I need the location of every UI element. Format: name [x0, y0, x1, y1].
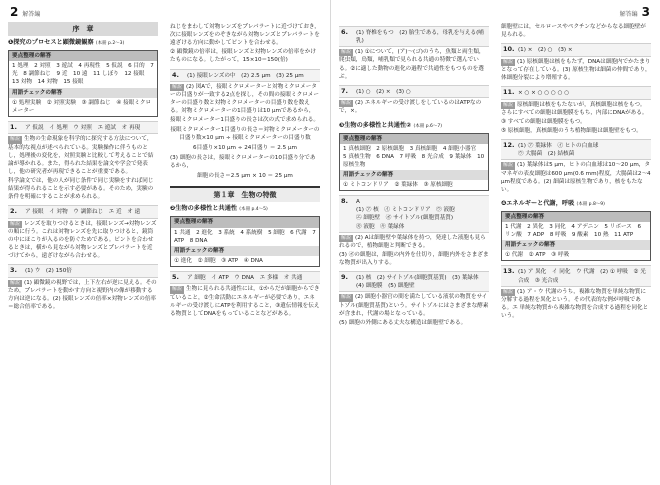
- question-2-explanation: 解説 レンズを取りつけるときは，接眼レンズ→対物レンズの順に行う。これは対物レンズを先に取りつけると，鏡筒の中にほこりが入るのを防ぐためである。ピントを合わせるときは，横から見ながら対物レンズとプレパラートを近づけてから，遠ざけながら合わせる。: [8, 220, 157, 260]
- left-page-number: 2: [10, 5, 19, 19]
- summary-box-title: 要点整理の解答: [9, 51, 157, 61]
- question-5-explanation: 解説 生物に見られる共通性には，①からだが細胞からできていること，②生命活動にエネルギーが必要であり，エネルギーの受け渡しにATPを利用すること，③遺伝情報を伝える物質としてDNAをもっていることなどがある。: [170, 286, 320, 317]
- question-4-explanation: 解説 (2) 図Aで，接眼ミクロメーターと対物ミクロメーターの目盛りが一致する2点を探し，その間の接眼ミクロメーターの目盛り数と対物ミクロメーターの目盛り数を数える。対物ミクロメーターの1目盛りは10 μmであるから，接眼ミクロメーター1目盛りの長さは次の式で求められる。: [170, 83, 319, 123]
- question-7-explanation: 解説 (2) エネルギーの受け渡しをしているのはATPなので，×。: [339, 100, 482, 115]
- question-1-answer-row: [8, 121, 158, 134]
- question-10-explanation: 解説 (1) 原核細胞は核をもたず，DNAは細胞内でかたまりとなって存在している。(3) 原核生物は細菌の仲間であり，体細胞分裂により増殖する。: [501, 58, 651, 81]
- question-2-number: 2.: [10, 207, 17, 216]
- section4-check-title: 用語チェックの解答: [502, 240, 650, 250]
- question-12-number: 12.: [503, 141, 515, 150]
- question-6-explanation: 解説 (1) ①について，(ア)〜(ゴ)のうち，魚類と両生類，爬虫類，鳥類，哺乳類で見られる共通の特徴で選んでいる。②に適した動物の進化の過程で共通性をもつものを選ぶ。: [339, 49, 485, 80]
- question-1-explanation: 解説 生物の生命現象を科学的に探究する方法について，基本的な視点が述べられている。実験操作に伴うものとし，処理後の変化を，対照実験と比較して考えることで結論が導かれる。また，得られた結果を論文や学会で発表し，他の研究者が再現できることが重要である。: [8, 136, 154, 175]
- question-5-answer: ア 細胞 イ ATP ウ DNA エ 多様 オ 共通: [187, 274, 303, 281]
- question-5-answer-row: [170, 271, 320, 284]
- section2-check-title: 用語チェックの解答: [171, 246, 319, 256]
- question-3-answer-row: [8, 264, 158, 277]
- question-9-answer: (1) 核 (2) サイトゾル(細胞質基質) (3) 葉緑体 (4) 細胞膜 (5) 細胞壁: [356, 275, 485, 290]
- section3-summary-title: 要点整理の解答: [340, 134, 488, 144]
- question-4-answer-row: [170, 69, 320, 82]
- right-column-2: [501, 22, 651, 321]
- question-11-explanation-3: ⑤ 原核細胞，真核細胞のうち植物細胞は細胞壁をもつ。: [501, 128, 642, 134]
- question-10-answer-row: [501, 43, 651, 56]
- question-9-explanation-2: (5) 細胞の外側にある丈夫な構造は細胞壁である。: [339, 319, 467, 326]
- right-page-number: 3: [641, 5, 650, 19]
- left-page-header: [10, 4, 44, 21]
- section3-summary-text: 1 真核細胞 2 原核細胞 3 真核細胞 4 細胞小器官 5 真核生物 6 DNA 7 呼吸 8 光合成 9 葉緑体 10 原核生物: [343, 145, 485, 168]
- section2-title: ❷生物の多様性と共通性: [170, 205, 238, 213]
- question-10-number: 10.: [503, 45, 515, 54]
- chapter1-heading: 第１章 生物の特徴: [170, 186, 320, 202]
- section3-check-text: ① ミトコンドリア ② 葉緑体 ③ 原核細胞: [343, 182, 453, 189]
- question-13-answer-row: [501, 265, 651, 286]
- section3-check-title: 用語チェックの解答: [340, 170, 488, 180]
- formula-3: 細胞の長さ＝2.5 μm × 10 ＝ 25 μm: [197, 173, 293, 180]
- section2-pages: (本冊 p.4〜5): [239, 207, 268, 213]
- question-9-number: 9.: [341, 273, 348, 282]
- check-box-title: 用語チェックの解答: [9, 88, 157, 98]
- question-8-number: 8.: [341, 197, 348, 206]
- question-11-number: 11.: [503, 88, 515, 97]
- question-2-answer: ア 接眼 イ 対物 ウ 調節ねじ エ 近 オ 遠: [25, 209, 141, 216]
- question-4-answer: (1) 接眼レンズの中 (2) 2.5 μm (3) 25 μm: [187, 72, 304, 79]
- question-8-explanation: 解説 (2) Aは細胞壁や葉緑体を持つ，発達した液胞も見られるので，植物細胞と判断できる。: [339, 234, 486, 249]
- check-box-text: ① 処理実験 ② 対照実験 ③ 調節ねじ ④ 接眼ミクロメーター: [12, 99, 152, 114]
- question-6-number: 6.: [341, 28, 348, 36]
- question-12-answer: (1) ㋐ 葉緑体 ㋑ ヒトの白血球 ㋒ 大腸菌 (2) 結核菌: [518, 143, 599, 158]
- section4-title: ❹エネルギーと代謝，呼吸: [501, 199, 575, 207]
- question-6-answer: (1) 脊椎をもつ (2) 胎生である，母乳を与える(哺乳): [356, 30, 484, 45]
- section2-heading: [170, 205, 320, 214]
- summary-box: [8, 50, 158, 117]
- question-8-answer: A (1) ㋐ 核 ㋑ ミトコンドリア ㋒ 液胞 ㋓ 細胞壁 ㋔ サイトゾル(細胞質基質) ㋕ 液胞 ㋖ 葉緑体: [356, 199, 455, 230]
- right-col2-continued-text: 細胞壁には，セルロースやペクチンなどからなる細胞壁が見られる。: [501, 24, 646, 39]
- col2-magnification-text: ② 顕微鏡の倍率は，接眼レンズと対物レンズの倍率をかけたものになる。したがって，15×10＝150(倍): [170, 49, 317, 64]
- summary-box-text: 1 処理 2 対照 3 遊試 4 再現性 5 仮説 6 目的 7 光 8 調節ねじ 9 近 10 遠 11 しぼり 12 接眼 13 対物 14 対物 15 接眼: [12, 63, 154, 86]
- question-11-explanation: 解説 原核細胞は核をもたないが，真核細胞は核をもつ。さらにすべての細胞は細胞膜をもち，内部にDNAがある。: [501, 101, 648, 116]
- question-1-answer: ア 仮説 イ 処理 ウ 対照 エ 遊試 オ 再現: [25, 124, 141, 131]
- question-4-explanation-2: (3) 細胞の長さは，接眼ミクロメーターの10目盛り分であるから，: [170, 154, 316, 170]
- left-column-1: [8, 22, 158, 312]
- section4-pages: (本冊 p.8〜9): [576, 201, 605, 207]
- right-page: [330, 0, 660, 485]
- question-3-number: 3.: [10, 266, 17, 275]
- question-8-answer-row: [339, 195, 489, 232]
- section3-title: ❸生物の多様性と共通性②: [339, 121, 412, 129]
- question-13-explanation: 解説 (1) ア・ウ 代謝のうち，複雑な物質を単純な物質に分解する過程を異化という。その代表的な例が呼吸である。エ 単純な物質から複雑な物質を合成する過程を同化という。: [501, 288, 649, 320]
- question-8-explanation-2: (3) ㋔の細胞は，細胞の内外を仕切り，細胞内外をさまざまな物質が出入りする。: [339, 252, 489, 267]
- section4-summary-text: 1 代謝 2 異化 3 同化 4 アデニン 5 リボース 6 リン酸 7 ADP 8 呼吸 9 酸素 10 熱 11 ATP: [505, 224, 642, 239]
- section4-summary-box: [501, 211, 651, 262]
- question-7-answer: (1) ○ (2) × (3) ○: [356, 88, 411, 95]
- section1-title: ❶探究のプロセスと顕微鏡観察: [8, 39, 94, 47]
- right-column-1: [339, 22, 489, 328]
- question-3-explanation: 解説 (1) 顕微鏡の視野では，上下左右が逆に見える。そのため，プレパラートを動かす方向と視野内の像が移動する方向は逆になる。(2) 接眼レンズの倍率×対物レンズの倍率＝総合倍率である。: [8, 279, 157, 311]
- left-column-2: [170, 22, 320, 319]
- left-page-label: 解答編: [22, 11, 41, 18]
- section3-summary-box: [339, 133, 489, 192]
- question-2-answer-row: [8, 205, 158, 218]
- question-9-explanation: 解説 (2) 細胞小器官の間を満たしている液状の物質をサイトゾル(細胞質基質)という。サイトゾルにはさまざまな酵素が含まれ，代謝の場となっている。: [339, 294, 489, 317]
- right-page-header: [616, 4, 650, 21]
- question-12-explanation: 解説 (1) 葉緑体は5 μm，ヒトの白血球は10〜20 μm，タマネギの表皮細胞は600 μm(0.6 mm)程度，大腸菌は2〜4 μm程度である。(2) 細菌は原核生物であり，核をもたない。: [501, 162, 651, 193]
- section3-heading: [339, 122, 489, 131]
- section1-heading: [8, 39, 158, 48]
- question-11-answer-row: [501, 86, 651, 99]
- question-4-number: 4.: [172, 70, 179, 79]
- section4-heading: [501, 200, 651, 209]
- section2-summary-text: 1 共通 2 進化 3 系統 4 系統樹 5 細胞 6 代謝 7 ATP 8 DNA: [174, 229, 316, 244]
- question-3-answer: (1) ウ (2) 150倍: [25, 268, 72, 275]
- question-13-number: 13.: [503, 267, 515, 276]
- section2-summary-title: 要点整理の解答: [171, 217, 319, 227]
- section3-pages: (本冊 p.6〜7): [413, 123, 442, 129]
- question-11-answer: × ○ × ○ ○ ○ ○ ○: [518, 90, 570, 97]
- question-1-explanation-2: 科学論文では，他の人が同じ条件で同じ実験をすれば同じ結果が得られることを示す必要がある。そのため，実験の条件を明確にすることが求められる。: [8, 178, 154, 201]
- question-9-answer-row: [339, 271, 489, 292]
- chapter-intro-heading: 序 章: [8, 22, 158, 36]
- question-10-answer: (1) × (2) ○ (3) ×: [518, 47, 573, 54]
- question-7-answer-row: [339, 85, 489, 98]
- question-11-explanation-2: ③ すべての細胞は細胞膜をもつ。: [501, 118, 586, 125]
- question-12-answer-row: [501, 139, 651, 160]
- formula-1: 接眼ミクロメーター1目盛りの長さ＝対物ミクロメーターの目盛り数×10 μm ÷ 接眼ミクロメーターの目盛り数: [170, 126, 320, 141]
- section4-check-text: ① 代謝 ② ATP ③ 呼吸: [505, 252, 570, 259]
- formula-2: 6目盛り×10 μm ÷ 24目盛り ＝ 2.5 μm: [193, 144, 297, 151]
- right-page-label: 解答編: [619, 11, 638, 18]
- question-5-number: 5.: [172, 272, 179, 281]
- section2-summary-box: [170, 216, 320, 267]
- question-13-answer: (1) ア 異化 イ 同化 ウ 代謝 (2) ① 呼吸 ② 光合成 ③ 光合成: [518, 269, 646, 284]
- question-1-number: 1.: [10, 122, 17, 131]
- question-7-number: 7.: [341, 86, 348, 95]
- col2-continued-text: ねじをまわして対物レンズをプレパラートに近づけておき，次に接眼レンズをのぞきながら対物レンズとプレパラートを遠ざける方向に動かしてピントを合わせる。: [170, 24, 320, 47]
- section2-check-text: ① 進化 ② 細胞 ③ ATP ④ DNA: [174, 257, 263, 264]
- question-6-answer-row: [339, 26, 489, 47]
- section4-summary-title: 要点整理の解答: [502, 212, 650, 222]
- section1-pages: (本冊 p.2〜3): [95, 41, 125, 47]
